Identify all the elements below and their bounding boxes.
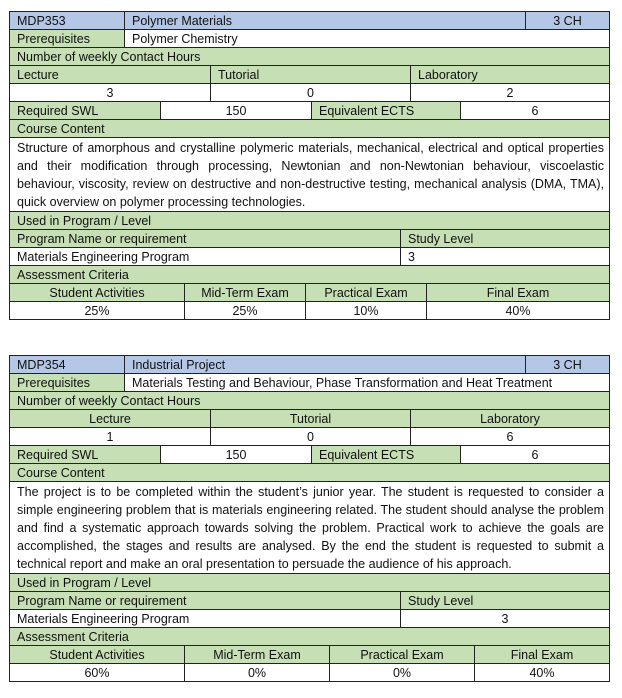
used-in-label: Used in Program / Level <box>10 212 609 229</box>
prerequisites-row <box>9 374 610 392</box>
tutorial-label: Tutorial <box>211 66 411 83</box>
prerequisites-value: Materials Testing and Behaviour, Phase Transformation and Heat Treatment <box>125 374 609 391</box>
credit-hours: 3 CH <box>526 12 609 29</box>
course-table-mdp354 <box>9 355 610 682</box>
assessment-label: Assessment Criteria <box>10 266 609 283</box>
contact-hours-labels-row <box>9 410 610 428</box>
assessment-student-activities-label: Student Activities <box>10 646 185 663</box>
assessment-midterm-label: Mid-Term Exam <box>185 284 306 301</box>
assessment-values-row <box>9 302 610 320</box>
assessment-midterm-value: 0% <box>185 664 330 681</box>
swl-value: 150 <box>161 446 312 463</box>
laboratory-label: Laboratory <box>411 66 609 83</box>
contact-hours-header-row <box>9 48 610 66</box>
program-value: Materials Engineering Program <box>10 248 401 265</box>
assessment-header-row <box>9 628 610 646</box>
contact-hours-values-row <box>9 428 610 446</box>
program-value: Materials Engineering Program <box>10 610 401 627</box>
used-in-header-row <box>9 212 610 230</box>
tutorial-value: 0 <box>211 428 411 445</box>
used-in-header-row <box>9 574 610 592</box>
used-in-label: Used in Program / Level <box>10 574 609 591</box>
ects-label: Equivalent ECTS <box>312 102 461 119</box>
course-code: MDP354 <box>10 356 125 373</box>
study-level-label: Study Level <box>401 230 609 247</box>
assessment-practical-value: 10% <box>306 302 427 319</box>
assessment-labels-row <box>9 284 610 302</box>
prerequisites-value: Polymer Chemistry <box>125 30 609 47</box>
lecture-label: Lecture <box>10 410 211 427</box>
tutorial-label: Tutorial <box>211 410 411 427</box>
contact-hours-label: Number of weekly Contact Hours <box>10 392 609 409</box>
contact-hours-labels-row <box>9 66 610 84</box>
assessment-values-row <box>9 664 610 682</box>
study-level-label: Study Level <box>401 592 609 609</box>
course-code: MDP353 <box>10 12 125 29</box>
prerequisites-label: Prerequisites <box>10 374 125 391</box>
course-content-text: Structure of amorphous and crystalline polymeric materials, mechanical, electrical and optical properties and their modification through processing, Newtonian and non-Newtonian behaviour, viscoelastic behaviour, viscosity, review on destructive and non-destructive testing, mechanical analysis (DMA, TMA), quick overview on polymer processing technologies. <box>9 138 610 212</box>
ects-label: Equivalent ECTS <box>312 446 461 463</box>
swl-label: Required SWL <box>10 446 161 463</box>
laboratory-label: Laboratory <box>411 410 609 427</box>
study-level-value: 3 <box>401 610 609 627</box>
swl-value: 150 <box>161 102 312 119</box>
assessment-midterm-value: 25% <box>185 302 306 319</box>
contact-hours-values-row <box>9 84 610 102</box>
lecture-value: 3 <box>10 84 211 101</box>
program-label: Program Name or requirement <box>10 230 401 247</box>
swl-label: Required SWL <box>10 102 161 119</box>
swl-row <box>9 446 610 464</box>
course-title: Polymer Materials <box>125 12 526 29</box>
laboratory-value: 2 <box>411 84 609 101</box>
assessment-practical-label: Practical Exam <box>330 646 475 663</box>
prerequisites-row <box>9 30 610 48</box>
lecture-label: Lecture <box>10 66 211 83</box>
program-values-row <box>9 248 610 266</box>
assessment-header-row <box>9 266 610 284</box>
laboratory-value: 6 <box>411 428 609 445</box>
assessment-labels-row <box>9 646 610 664</box>
lecture-value: 1 <box>10 428 211 445</box>
assessment-final-value: 40% <box>475 664 609 681</box>
course-title: Industrial Project <box>125 356 526 373</box>
content-header-row <box>9 120 610 138</box>
contact-hours-header-row <box>9 392 610 410</box>
assessment-practical-label: Practical Exam <box>306 284 427 301</box>
assessment-final-value: 40% <box>427 302 609 319</box>
assessment-final-label: Final Exam <box>475 646 609 663</box>
course-content-text: The project is to be completed within the student’s junior year. The student is requested to consider a simple engineering problem that is materials engineering related. The student should analyse the problem and find a systematic approach towards solving the problem. Practical work to achieve the goals are accomplished, the stages and results are analysed. By the end the student is requested to submit a technical report and make an oral presentation to persuade the audience of his approach. <box>9 482 610 574</box>
swl-row <box>9 102 610 120</box>
assessment-practical-value: 0% <box>330 664 475 681</box>
study-level-value: 3 <box>401 248 609 265</box>
course-header-row <box>9 11 610 30</box>
contact-hours-label: Number of weekly Contact Hours <box>10 48 609 65</box>
prerequisites-label: Prerequisites <box>10 30 125 47</box>
assessment-student-activities-value: 25% <box>10 302 185 319</box>
ects-value: 6 <box>461 446 609 463</box>
program-labels-row <box>9 230 610 248</box>
course-content-label: Course Content <box>10 120 609 137</box>
ects-value: 6 <box>461 102 609 119</box>
course-table-mdp353 <box>9 11 610 320</box>
course-header-row <box>9 355 610 374</box>
content-header-row <box>9 464 610 482</box>
tutorial-value: 0 <box>211 84 411 101</box>
assessment-student-activities-value: 60% <box>10 664 185 681</box>
program-labels-row <box>9 592 610 610</box>
program-label: Program Name or requirement <box>10 592 401 609</box>
program-values-row <box>9 610 610 628</box>
credit-hours: 3 CH <box>526 356 609 373</box>
course-content-label: Course Content <box>10 464 609 481</box>
assessment-student-activities-label: Student Activities <box>10 284 185 301</box>
assessment-label: Assessment Criteria <box>10 628 609 645</box>
assessment-final-label: Final Exam <box>427 284 609 301</box>
assessment-midterm-label: Mid-Term Exam <box>185 646 330 663</box>
